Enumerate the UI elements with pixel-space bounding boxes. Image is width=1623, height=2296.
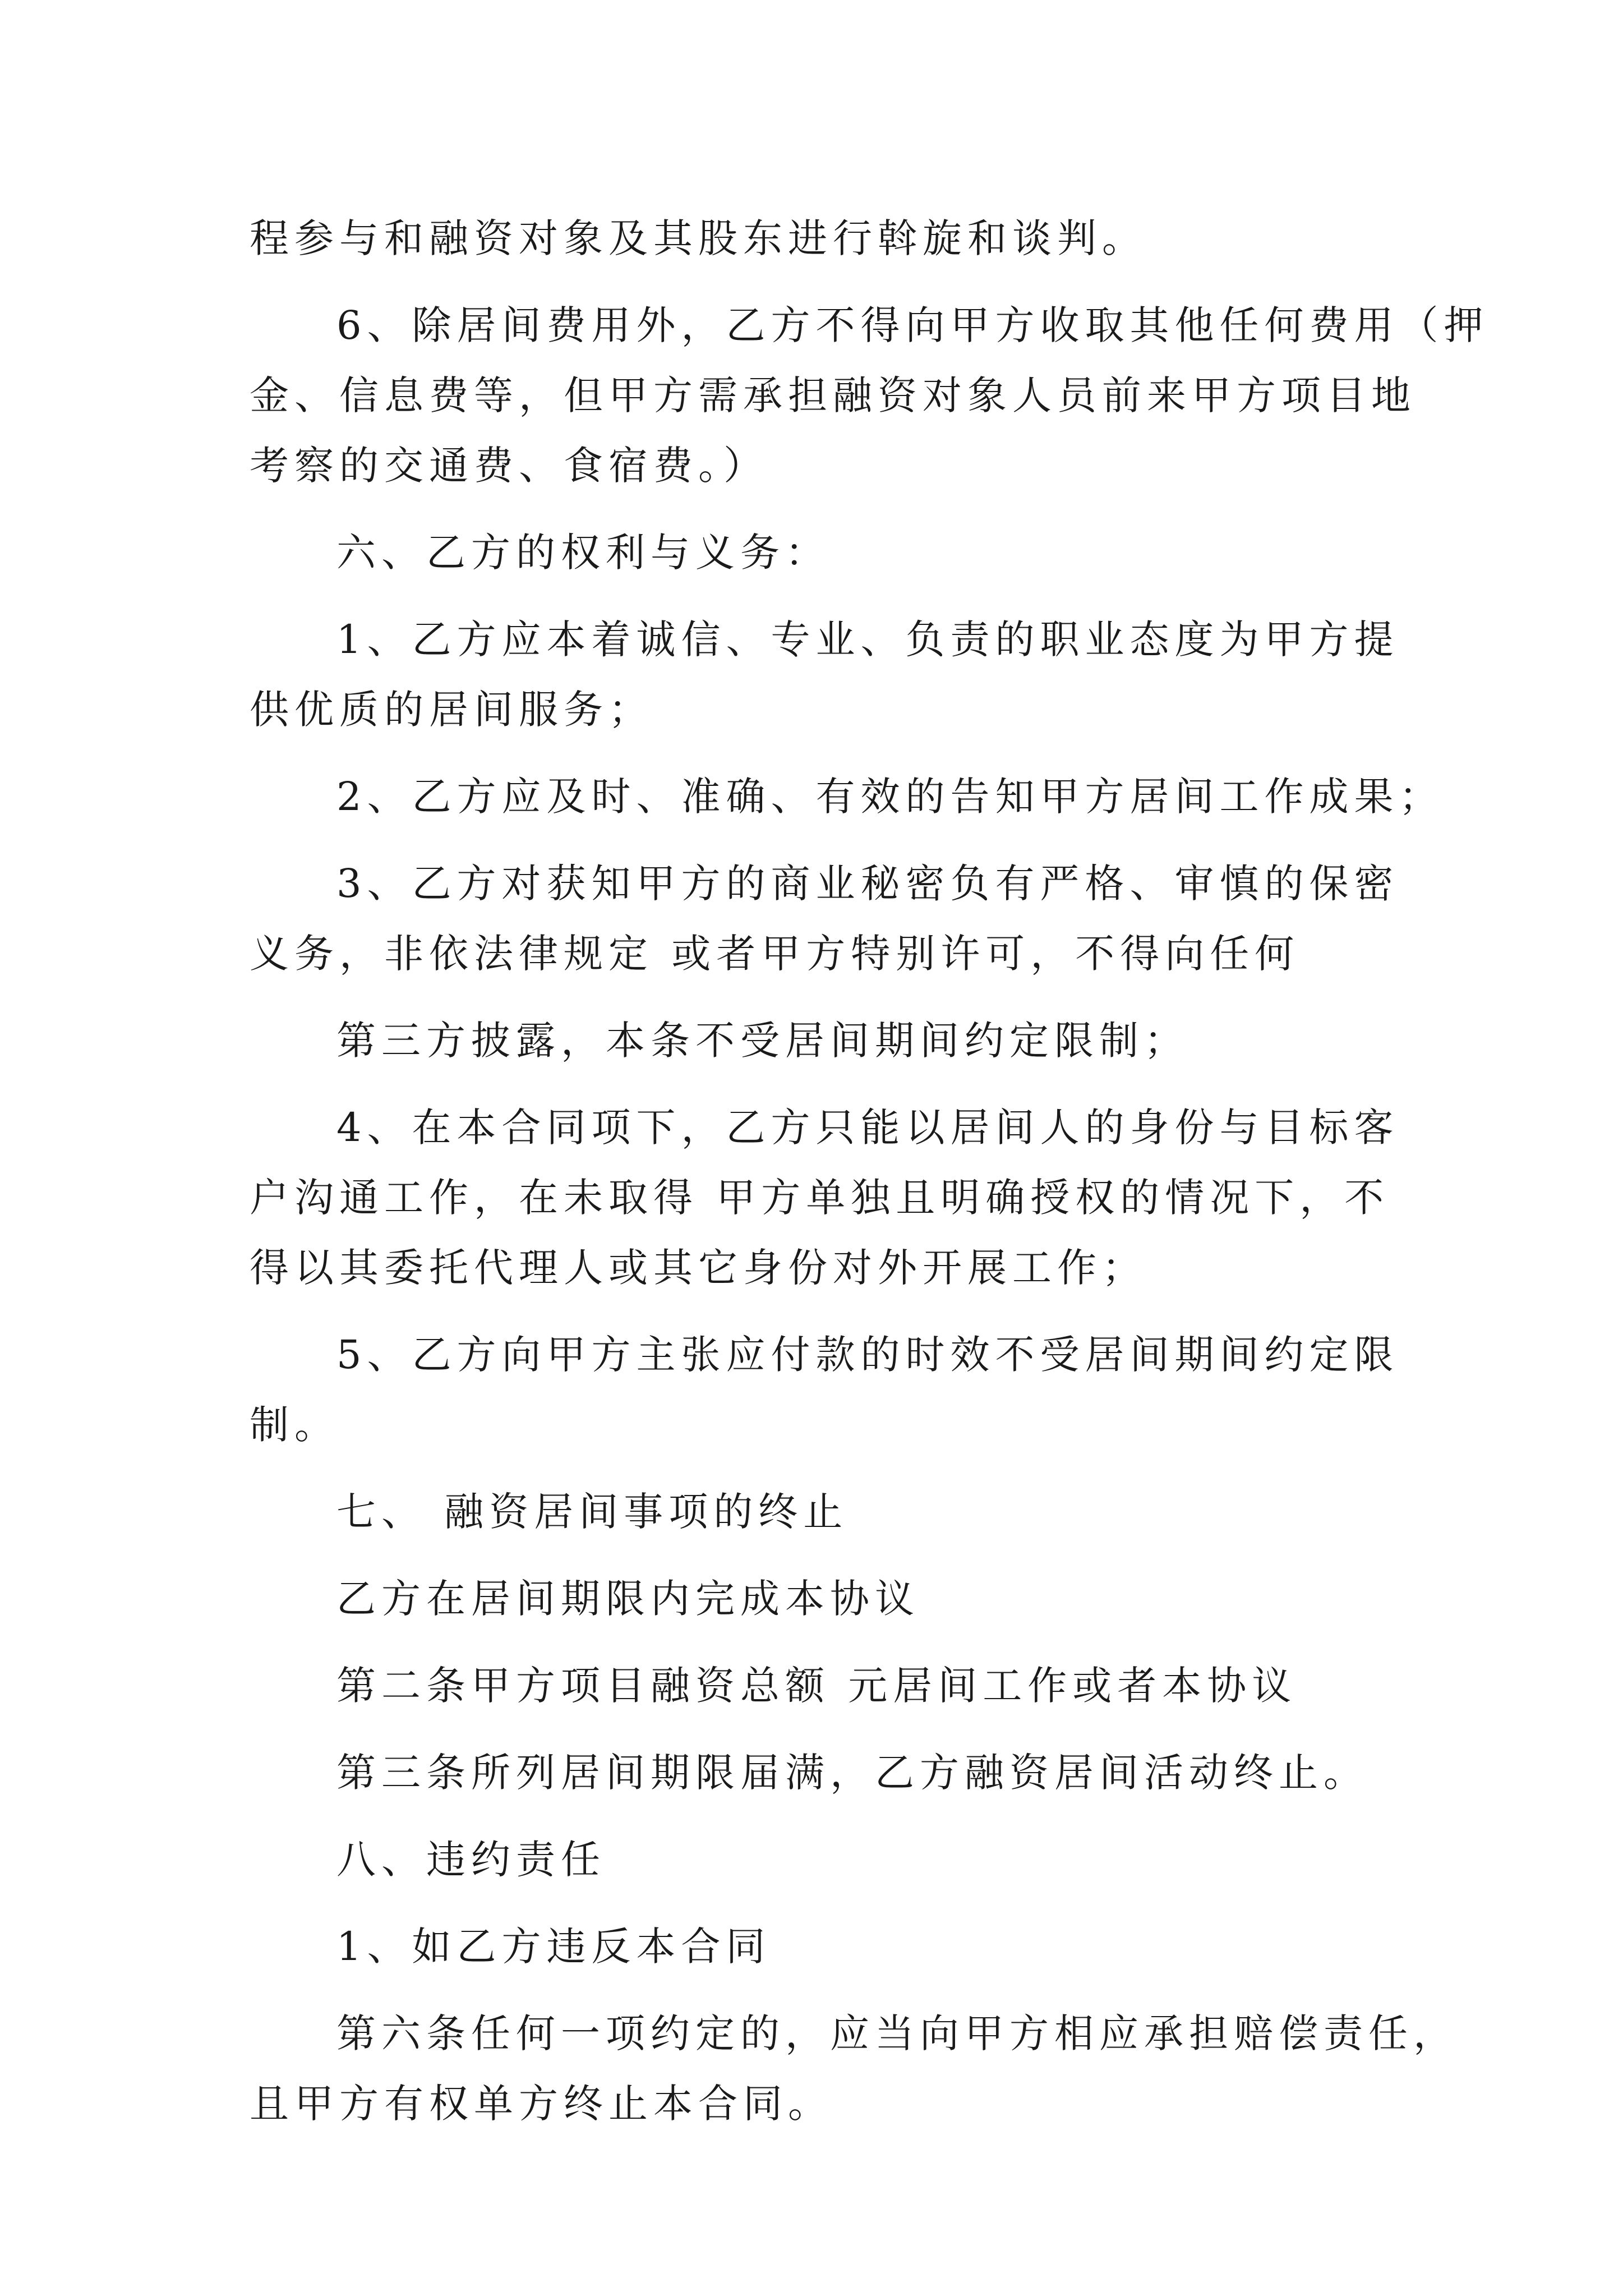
text-line: 4、在本合同项下，乙方只能以居间人的身份与目标客 (336, 1105, 1399, 1151)
text-line: 3、乙方对获知甲方的商业秘密负有严格、审慎的保密 (336, 861, 1399, 907)
text-line: 第三方披露，本条不受居间期间约定限制； (336, 1018, 1189, 1064)
text-line: 金、信息费等，但甲方需承担融资对象人员前来甲方项目地 (250, 372, 1416, 418)
text-line: 程参与和融资对象及其股东进行斡旋和谈判。 (250, 215, 1147, 261)
text-line: 第三条所列居间期限届满，乙方融资居间活动终止。 (336, 1750, 1368, 1796)
text-line: 供优质的居间服务； (250, 687, 653, 733)
section-heading: 八、违约责任 (336, 1837, 606, 1883)
section-heading: 六、乙方的权利与义务： (336, 530, 830, 576)
text-line: 5、乙方向甲方主张应付款的时效不受居间期间约定限 (336, 1332, 1399, 1378)
text-line: 1、如乙方违反本合同 (336, 1924, 771, 1970)
text-line: 乙方在居间期限内完成本协议 (336, 1576, 920, 1622)
text-line: 考察的交通费、食宿费。） (250, 443, 768, 489)
text-line: 6、除居间费用外，乙方不得向甲方收取其他任何费用（押 (336, 302, 1489, 348)
text-line: 2、乙方应及时、准确、有效的告知甲方居间工作成果； (336, 774, 1444, 820)
text-line: 得以其委托代理人或其它身份对外开展工作； (250, 1245, 1147, 1291)
section-heading: 七、 融资居间事项的终止 (336, 1489, 849, 1535)
text-line: 1、乙方应本着诚信、专业、负责的职业态度为甲方提 (336, 616, 1399, 662)
text-line: 制。 (250, 1402, 339, 1448)
text-line: 且甲方有权单方终止本合同。 (250, 2081, 833, 2127)
text-line: 户沟通工作，在未取得 甲方单独且明确授权的情况下，不 (250, 1175, 1390, 1221)
text-line: 第六条任何一项约定的，应当向甲方相应承担赔偿责任， (336, 2010, 1458, 2056)
text-line: 第二条甲方项目融资总额 元居间工作或者本协议 (336, 1663, 1297, 1709)
text-line: 义务，非依法律规定 或者甲方特别许可，不得向任何 (250, 931, 1300, 977)
